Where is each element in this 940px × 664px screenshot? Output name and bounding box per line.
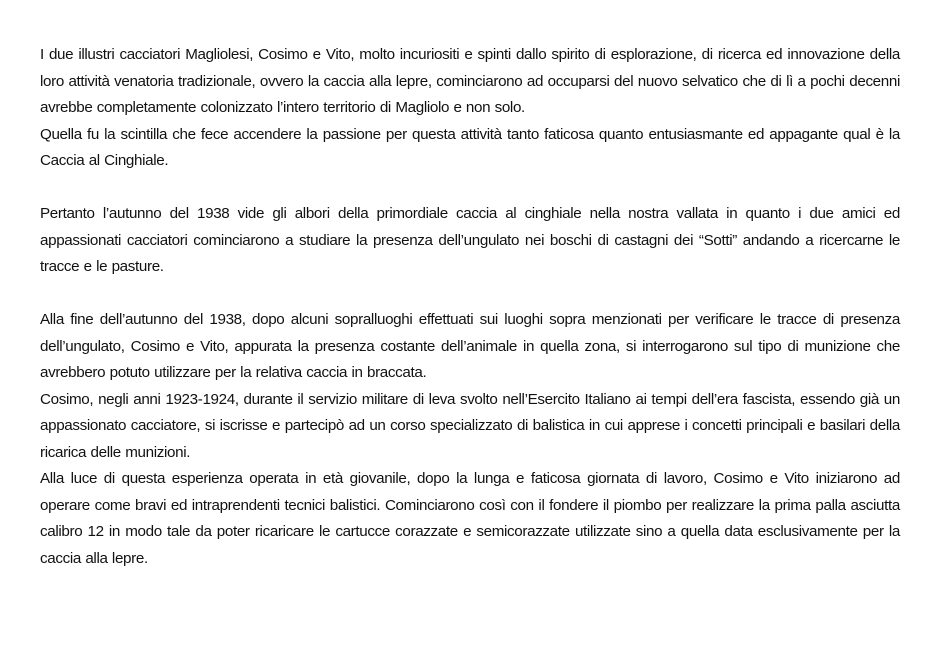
paragraph: Quella fu la scintilla che fece accendere la passione per questa attività tanto faticosa quanto entusiasmante ed appagante qual è la Caccia al Cinghiale.: [40, 125, 900, 169]
paragraph-block-2: [40, 201, 900, 281]
paragraph-block-3: [40, 307, 900, 572]
paragraph: I due illustri cacciatori Magliolesi, Cosimo e Vito, molto incuriositi e spinti dallo spirito di esplorazione, di ricerca ed innovazione della loro attività venatoria tradizionale, ovvero la caccia alla lepre, cominciarono ad occuparsi del nuovo selvatico che di lì a pochi decenni avrebbe completamente colonizzato l’intero territorio di Magliolo e non solo.: [40, 46, 900, 116]
paragraph: Alla luce di questa esperienza operata in età giovanile, dopo la lunga e faticosa giornata di lavoro, Cosimo e Vito iniziarono ad operare come bravi ed intraprendenti tecnici balistici. Cominciarono così con il fondere il piombo per realizzare la prima palla asciutta calibro 12 in modo tale da poter ricaricare le cartucce corazzate e semicorazzate utilizzate sino a quella data esclusivamente per la caccia alla lepre.: [40, 470, 900, 567]
paragraph: Cosimo, negli anni 1923-1924, durante il servizio militare di leva svolto nell’Esercito Italiano ai tempi dell’era fascista, essendo già un appassionato cacciatore, si iscrisse e partecipò ad un corso specializzato di balistica in cui apprese i concetti principali e basilari della ricarica delle munizioni.: [40, 390, 900, 461]
paragraph-block-1: [40, 42, 900, 175]
paragraph: Pertanto l’autunno del 1938 vide gli albori della primordiale caccia al cinghiale nella nostra vallata in quanto i due amici ed appassionati cacciatori cominciarono a studiare la presenza dell’ungulato nei boschi di castagni dei “Sotti” andando a ricercarne le tracce e le pasture.: [40, 205, 900, 275]
paragraph: Alla fine dell’autunno del 1938, dopo alcuni sopralluoghi effettuati sui luoghi sopra menzionati per verificare le tracce di presenza dell’ungulato, Cosimo e Vito, appurata la presenza costante dell’animale in quella zona, si interrogarono sul tipo di munizione che avrebbero potuto utilizzare per la relativa caccia in braccata.: [40, 311, 900, 381]
document-body: [40, 42, 900, 599]
